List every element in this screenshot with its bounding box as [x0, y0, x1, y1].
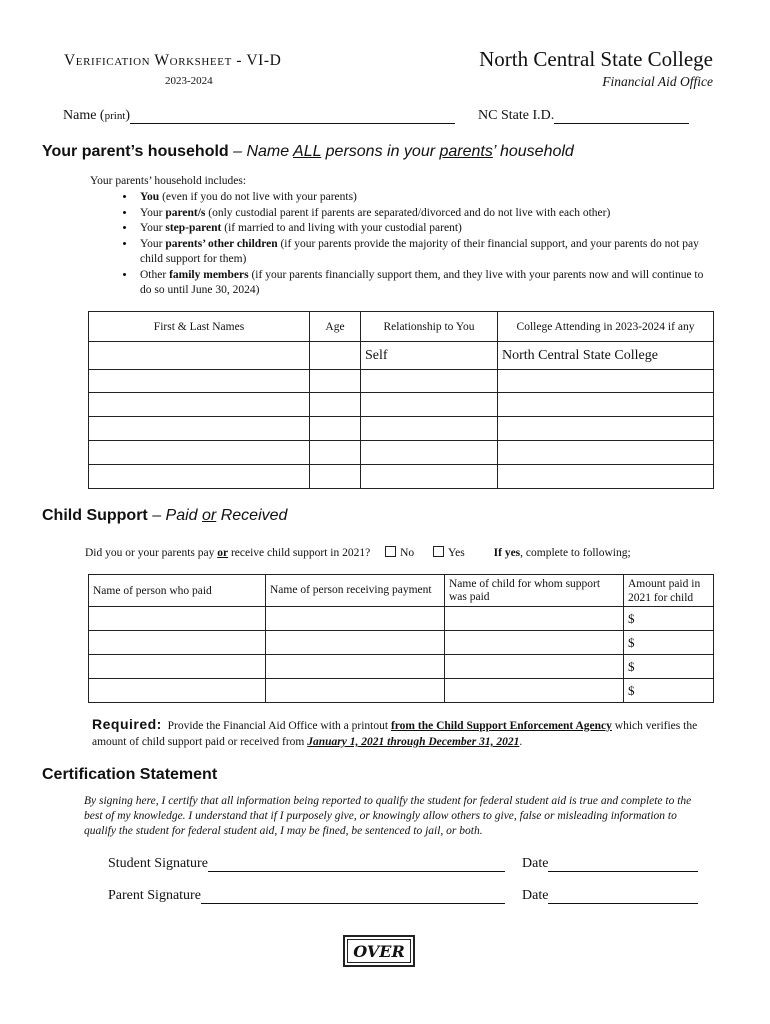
cs-question-post: receive child support in 2021?: [228, 547, 371, 559]
name-input-line[interactable]: [130, 109, 455, 124]
household-intro: Your parents’ household includes:: [90, 175, 247, 187]
household-subtitle-prefix: – Name: [228, 143, 294, 160]
if-yes-instruction: If yes, complete to following;: [493, 547, 631, 559]
cell-relationship[interactable]: [361, 370, 498, 393]
over-text: OVER: [347, 939, 411, 963]
cell-relationship[interactable]: [361, 465, 498, 489]
col-header-payer: Name of person who paid: [89, 575, 266, 607]
cell-receiver[interactable]: [266, 679, 445, 703]
student-signature-label: Student Signature: [108, 856, 208, 871]
cs-subtitle-prefix: – Paid: [147, 507, 203, 524]
yes-label: Yes: [448, 547, 465, 559]
household-section-title: [42, 143, 574, 161]
student-signature-line[interactable]: [208, 857, 505, 872]
cell-relationship[interactable]: [361, 417, 498, 441]
col-header-amount: Amount paid in 2021 for child: [624, 575, 714, 607]
cell-child[interactable]: [445, 631, 624, 655]
bullet-item: • Your parent/s (only custodial parent if parents are separated/divorced and do not live with each other): [136, 206, 717, 222]
certification-text: By signing here, I certify that all information being reported to qualify the student for federal student aid is true and complete to the best of my knowledge. I understand that if I purposely give, or knowingly allow others to give, false or misleading information to qualify the student for federal student aid, I may be fined, be sentenced to jail, or both.: [84, 795, 692, 837]
cell-name[interactable]: [89, 465, 310, 489]
cell-relationship[interactable]: [361, 393, 498, 417]
table-row: [89, 607, 714, 631]
id-input-line[interactable]: [554, 109, 689, 124]
cell-amount[interactable]: $: [624, 655, 714, 679]
col-header-college: College Attending in 2023-2024 if any: [498, 312, 714, 342]
cs-subtitle-or: or: [202, 507, 217, 524]
child-support-section-title: [42, 507, 287, 525]
cell-name[interactable]: [89, 370, 310, 393]
cell-receiver[interactable]: [266, 607, 445, 631]
cs-question-pre: Did you or your parents pay: [85, 547, 218, 559]
certification-title: Certification Statement: [42, 766, 218, 783]
student-date-line[interactable]: [548, 857, 698, 872]
over-badge: [343, 935, 415, 967]
table-row: [89, 655, 714, 679]
cell-age[interactable]: [310, 393, 361, 417]
cell-name[interactable]: [89, 393, 310, 417]
household-subtitle-mid: persons in your: [321, 143, 440, 160]
cell-payer[interactable]: [89, 631, 266, 655]
cell-college[interactable]: [498, 370, 714, 393]
table-row: [89, 417, 714, 441]
table-row: [89, 465, 714, 489]
required-agency: from the Child Support Enforcement Agency: [390, 720, 612, 732]
cell-college[interactable]: [498, 417, 714, 441]
col-header-child: Name of child for whom support was paid: [445, 575, 624, 607]
cell-child[interactable]: [445, 607, 624, 631]
worksheet-title: Verification Worksheet - VI-D: [64, 52, 282, 69]
cell-payer[interactable]: [89, 655, 266, 679]
household-table: [88, 311, 714, 489]
table-header-row: [89, 575, 714, 607]
cell-child[interactable]: [445, 655, 624, 679]
cs-question-or: or: [217, 547, 229, 559]
household-subtitle-parents: parents: [439, 143, 493, 160]
cell-name[interactable]: [89, 342, 310, 370]
bullet-item: • You (even if you do not live with your parents): [136, 190, 717, 206]
cell-receiver[interactable]: [266, 631, 445, 655]
name-label-close: ): [125, 108, 131, 123]
col-header-receiver: Name of person receiving payment: [266, 575, 445, 607]
household-title: Your parent’s household: [42, 143, 229, 160]
required-note: [92, 716, 717, 750]
cell-age[interactable]: [310, 342, 361, 370]
bullet-item: • Your step-parent (if married to and living with your custodial parent): [136, 221, 717, 237]
cell-amount[interactable]: $: [624, 607, 714, 631]
parent-date-field[interactable]: [522, 888, 698, 904]
child-support-table: [88, 574, 714, 703]
col-header-age: Age: [310, 312, 361, 342]
required-date-range: January 1, 2021 through December 31, 2021: [307, 736, 520, 748]
table-row: [89, 370, 714, 393]
no-checkbox[interactable]: [385, 546, 396, 557]
parent-signature-field[interactable]: [108, 888, 505, 904]
parent-date-line[interactable]: [548, 889, 698, 904]
table-header-row: [89, 312, 714, 342]
name-label: Name (: [63, 108, 105, 123]
cell-payer[interactable]: [89, 607, 266, 631]
child-support-title: Child Support: [42, 507, 148, 524]
required-text-2: which verifies the amount of child support paid or received from: [92, 720, 698, 748]
parent-signature-line[interactable]: [201, 889, 505, 904]
col-header-names: First & Last Names: [89, 312, 310, 342]
col-header-relationship: Relationship to You: [361, 312, 498, 342]
cell-relationship[interactable]: Self: [361, 342, 498, 370]
required-text-3: .: [519, 736, 523, 748]
student-date-label: Date: [522, 856, 549, 871]
cell-payer[interactable]: [89, 679, 266, 703]
required-text-1: Provide the Financial Aid Office with a printout: [167, 720, 391, 732]
cell-age[interactable]: [310, 417, 361, 441]
cs-subtitle-end: Received: [216, 507, 288, 524]
cell-receiver[interactable]: [266, 655, 445, 679]
bullet-item: • Your parents’ other children (if your parents provide the majority of their financial support, and your parents do not pay child support for them): [136, 237, 717, 268]
table-row: [89, 441, 714, 465]
household-bullet-list: [92, 190, 717, 299]
cell-relationship[interactable]: [361, 441, 498, 465]
name-print-hint: print: [104, 110, 126, 122]
table-row: [89, 393, 714, 417]
cell-college[interactable]: [498, 465, 714, 489]
cell-college[interactable]: North Central State College: [498, 342, 714, 370]
table-row: [89, 679, 714, 703]
student-signature-field[interactable]: [108, 856, 505, 872]
cell-name[interactable]: [89, 417, 310, 441]
cell-amount[interactable]: $: [624, 631, 714, 655]
office-name: Financial Aid Office: [602, 74, 713, 89]
yes-checkbox[interactable]: [433, 546, 444, 557]
id-field[interactable]: [478, 108, 689, 124]
cell-name[interactable]: [89, 441, 310, 465]
household-subtitle-end: ’ household: [492, 143, 574, 160]
bullet-item: • Other family members (if your parents financially support them, and they live with your parents now and will continue to do so until June 30, 2024): [136, 268, 717, 299]
name-field[interactable]: [63, 108, 455, 124]
award-year: 2023-2024: [165, 75, 213, 87]
student-date-field[interactable]: [522, 856, 698, 872]
table-row: [89, 631, 714, 655]
cell-age[interactable]: [310, 441, 361, 465]
cell-amount[interactable]: $: [624, 679, 714, 703]
child-support-question: [85, 546, 725, 559]
parent-date-label: Date: [522, 888, 549, 903]
no-label: No: [400, 547, 415, 559]
table-row: [89, 342, 714, 370]
id-label: NC State I.D.: [478, 108, 555, 123]
cell-age[interactable]: [310, 465, 361, 489]
required-label: Required:: [92, 716, 162, 732]
cell-child[interactable]: [445, 679, 624, 703]
cell-age[interactable]: [310, 370, 361, 393]
household-subtitle-all: ALL: [293, 143, 322, 160]
parent-signature-label: Parent Signature: [108, 888, 201, 903]
college-name: North Central State College: [479, 47, 713, 71]
cell-college[interactable]: [498, 393, 714, 417]
cell-college[interactable]: [498, 441, 714, 465]
